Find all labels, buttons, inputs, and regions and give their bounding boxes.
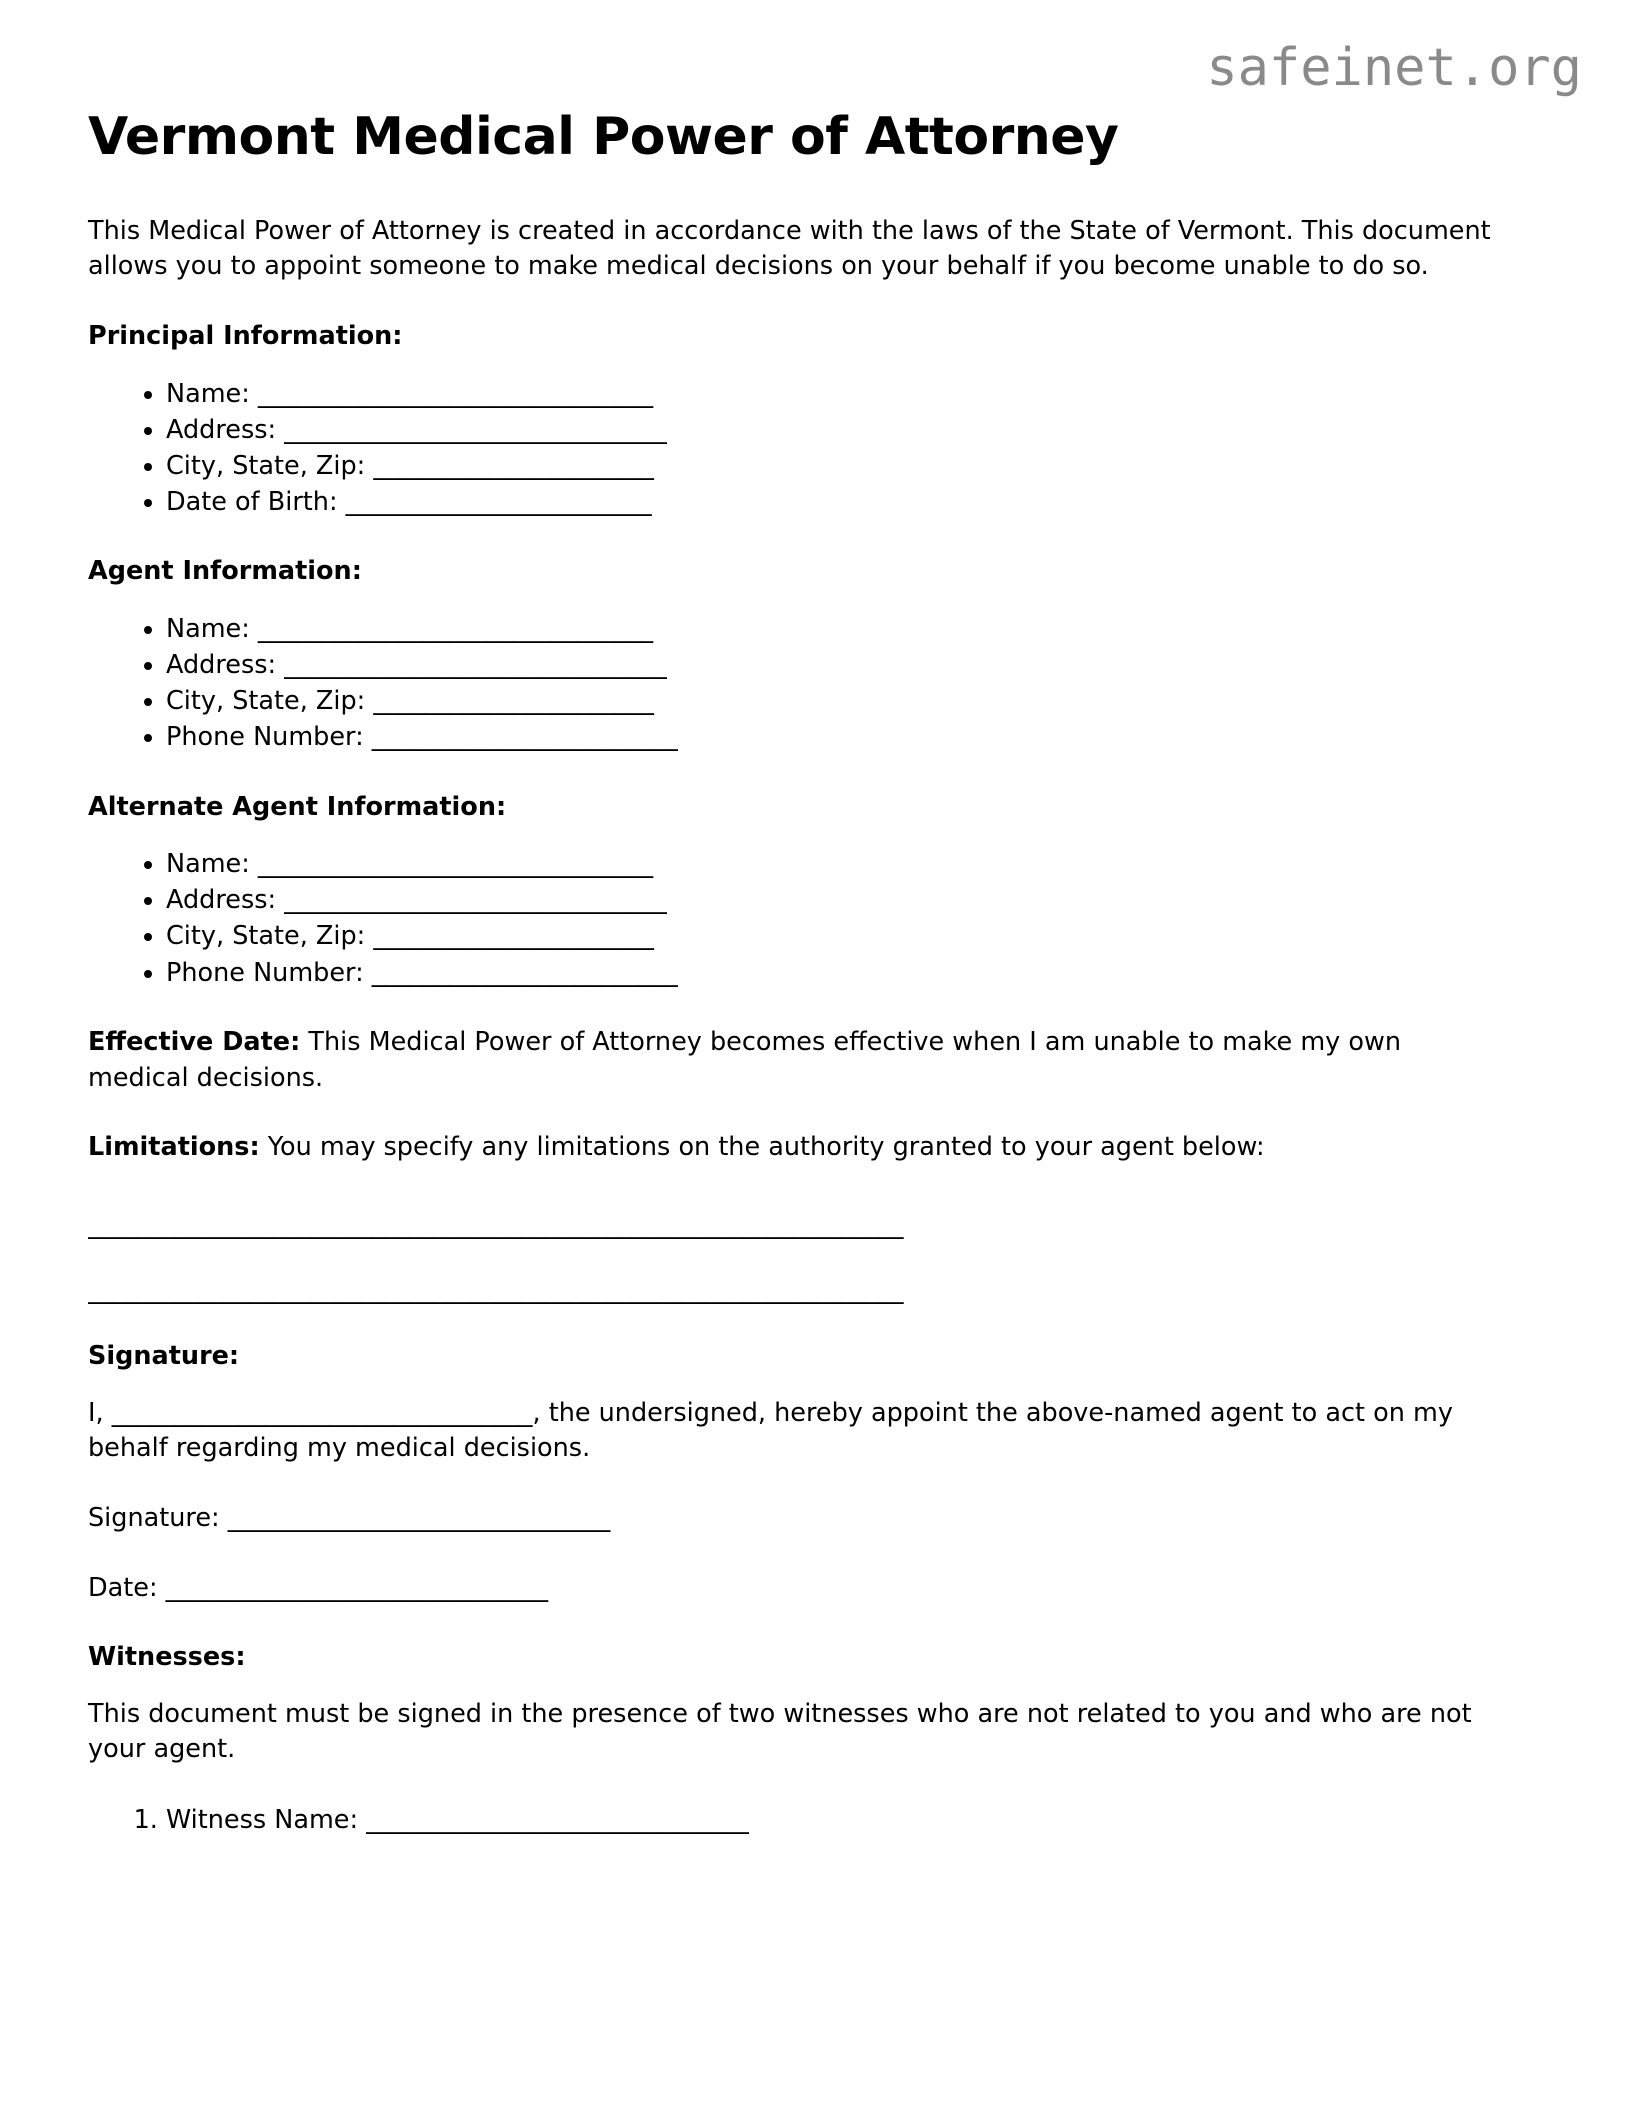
appointment-statement: I, _________________________________, the undersigned, hereby appoint the above-named agent to act on my behalf regarding my medical decisions. [88, 1397, 1453, 1464]
witness-list [88, 1802, 1508, 1838]
effective-date-paragraph [88, 1025, 1508, 1096]
signature-line: Signature: ______________________________ [88, 1502, 611, 1533]
list-item: • Name: _______________________________ [166, 376, 1508, 412]
list-item: • Address: ______________________________ [166, 412, 1508, 448]
effective-date-label: Effective Date: [88, 1026, 301, 1057]
section-heading-agent: Agent Information: [88, 556, 362, 587]
list-item: 1. Witness Name: ______________________________ [166, 1802, 1508, 1838]
limitations-blank-line-2: __________________________________________________________________ [88, 1274, 904, 1305]
list-item: • Name: _______________________________ [166, 611, 1508, 647]
limitations-label: Limitations: [88, 1132, 260, 1163]
section-heading-witnesses: Witnesses: [88, 1642, 246, 1673]
list-item: • Address: ______________________________ [166, 882, 1508, 918]
list-item: • Date of Birth: ________________________ [166, 484, 1508, 520]
list-item: • Phone Number: ________________________ [166, 955, 1508, 991]
document-content [88, 108, 1508, 1838]
principal-field-list [88, 376, 1508, 521]
limitations-text: You may specify any limitations on the authority granted to your agent below: [259, 1132, 1265, 1163]
list-item: • Address: ______________________________ [166, 647, 1508, 683]
site-watermark: safeinet.org [1206, 38, 1582, 98]
list-item: • City, State, Zip: ______________________ [166, 683, 1508, 719]
limitations-paragraph [88, 1130, 1508, 1166]
list-item: • Name: _______________________________ [166, 846, 1508, 882]
page-title: Vermont Medical Power of Attorney [88, 107, 1119, 167]
section-heading-alternate-agent: Alternate Agent Information: [88, 791, 507, 822]
list-item: • City, State, Zip: ______________________ [166, 918, 1508, 954]
list-item: • Phone Number: ________________________ [166, 719, 1508, 755]
section-heading-principal: Principal Information: [88, 321, 403, 352]
limitations-blank-line-1: __________________________________________________________________ [88, 1209, 904, 1240]
section-heading-signature: Signature: [88, 1341, 240, 1372]
effective-date-text: This Medical Power of Attorney becomes effective when I am unable to make my own medical decisions. [88, 1026, 1401, 1093]
alternate-agent-field-list [88, 846, 1508, 991]
list-item: • City, State, Zip: ______________________ [166, 448, 1508, 484]
witnesses-paragraph: This document must be signed in the presence of two witnesses who are not related to you and who are not your agent. [88, 1698, 1472, 1765]
intro-paragraph: This Medical Power of Attorney is created in accordance with the laws of the State of Vermont. This document allows you to appoint someone to make medical decisions on your behalf if you become unable to do so. [88, 215, 1491, 282]
date-line: Date: ______________________________ [88, 1572, 549, 1603]
agent-field-list [88, 611, 1508, 756]
